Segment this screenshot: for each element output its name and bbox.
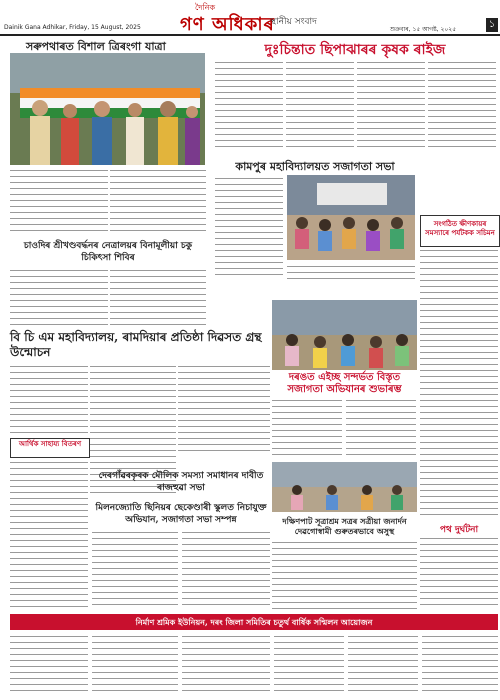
- body-ahik: [10, 460, 88, 610]
- body-path: [420, 536, 498, 610]
- headline-banner: নিৰ্মাণ শ্ৰমিক ইউনিয়ন, দৰং জিলা সমিতিৰ চতুৰ্থ বাৰ্ষিক সন্মিলন আয়োজন: [135, 617, 373, 627]
- edition-date-line: Dainik Gana Adhikar, Friday, 15 August, 2025: [4, 24, 141, 31]
- headline-path: পথ দুৰ্ঘটনা: [439, 525, 479, 535]
- body-banner-4: [274, 634, 344, 696]
- body-sarupathar-1: [10, 168, 108, 236]
- body-banner-6: [422, 634, 498, 696]
- body-sarupathar-2: [110, 168, 206, 236]
- headline-deurgaon: দেৰগাঁৱৰকৃৰক মৌলিক সমস্যা সমাধানৰ দাবীত ৰাজহুৱা সভা: [98, 471, 264, 493]
- body-chaudhury-2: [110, 268, 206, 328]
- body-milanjyoti-1: [92, 530, 178, 610]
- body-milanjyoti-2: [182, 530, 270, 610]
- masthead: [0, 0, 500, 36]
- headline-dakshinpat: দক্ষিণপাট সূত্ৰাশ্ৰম সত্ৰৰ সত্ৰীয়া জনাৰ্দন দেৱগোস্বামী গুৰুতৰভাবে অসুস্থ: [282, 516, 407, 536]
- body-dewan-2: [346, 398, 416, 458]
- body-kampur-2: [287, 264, 415, 280]
- body-bcm-3: [178, 364, 270, 454]
- edition-date-assamese: শুক্ৰবাৰ, ১৫ আগষ্ট, ২০২৫: [390, 26, 457, 33]
- body-dewan-1: [272, 398, 342, 458]
- photo-kampur-seminar: [287, 175, 415, 260]
- body-banner-1: [10, 634, 88, 696]
- headline-ahik: আৰ্থিক সাহায্য বিতৰণ: [18, 439, 82, 448]
- body-kampur-1: [215, 176, 283, 280]
- body-duschintat-3: [357, 60, 425, 152]
- masthead-subtitle: স্থানীয় সংবাদ: [270, 17, 317, 27]
- body-banner-3: [182, 634, 270, 696]
- headline-bcm: বি চি এম মহাবিদ্যালয়, ৰামদিয়াৰ প্ৰতিষ্ঠা দিৱসত গ্ৰন্থ উন্মোচন: [10, 330, 262, 359]
- body-dakshinpat: [272, 540, 417, 610]
- body-duschintat-2: [286, 60, 354, 152]
- photo-awareness-program: [272, 300, 417, 370]
- newspaper-logo: গণ অধিকাৰ: [180, 14, 275, 35]
- headline-milanjyoti: মিলনজ্যোতি ছিনিয়ৰ ছেকেণ্ডাৰী স্কুলত নিচাযুক্ত অভিযান, সজাগতা সভা সম্পন্ন: [95, 503, 267, 525]
- body-sangathan: [420, 248, 498, 520]
- masthead-daily: দৈনিক: [195, 3, 216, 12]
- body-bcm-1: [10, 364, 88, 434]
- photo-dewan-meeting: [272, 462, 417, 512]
- body-chaudhury-1: [10, 268, 108, 328]
- headline-chaudhury: চাওদিৰ শ্ৰীখণ্ডবৰ্দ্ধনৰ নেত্ৰালয়ৰ বিনামূলীয়া চকু চিকিৎসা শিবিৰ: [23, 241, 193, 263]
- sidebar-ahik-header: [10, 438, 90, 458]
- body-banner-2: [92, 634, 178, 696]
- body-banner-5: [348, 634, 418, 696]
- photo-tiranga-rally: [10, 53, 205, 165]
- banner-construction-union: [10, 614, 498, 630]
- headline-duschintat: দুঃচিন্তাত ছিপাঝাৰৰ কৃষক ৰাইজ: [264, 42, 446, 58]
- headline-dewan: দৰঙত এইচ্ছ সন্দৰ্ভত বিস্তৃত সজাগতা অভিযানৰ শুভাৰম্ভ: [287, 372, 402, 395]
- body-duschintat-4: [428, 60, 496, 152]
- headline-sangathan: সংগঠিত ক্ষীণকায়ৰ সমস্যাৰে পৰ্যটকক সচিমন: [425, 219, 495, 237]
- sidebar-sangathan-header: [420, 215, 500, 247]
- body-duschintat-1: [215, 60, 283, 152]
- headline-kampur: কামপুৰ মহাবিদ্যালয়ত সজাগতা সভা: [235, 160, 395, 173]
- page-number: ১: [486, 18, 498, 32]
- headline-sarupathar: সৰুপথাৰত বিশাল ত্ৰিৰংগা যাত্ৰা: [26, 40, 166, 53]
